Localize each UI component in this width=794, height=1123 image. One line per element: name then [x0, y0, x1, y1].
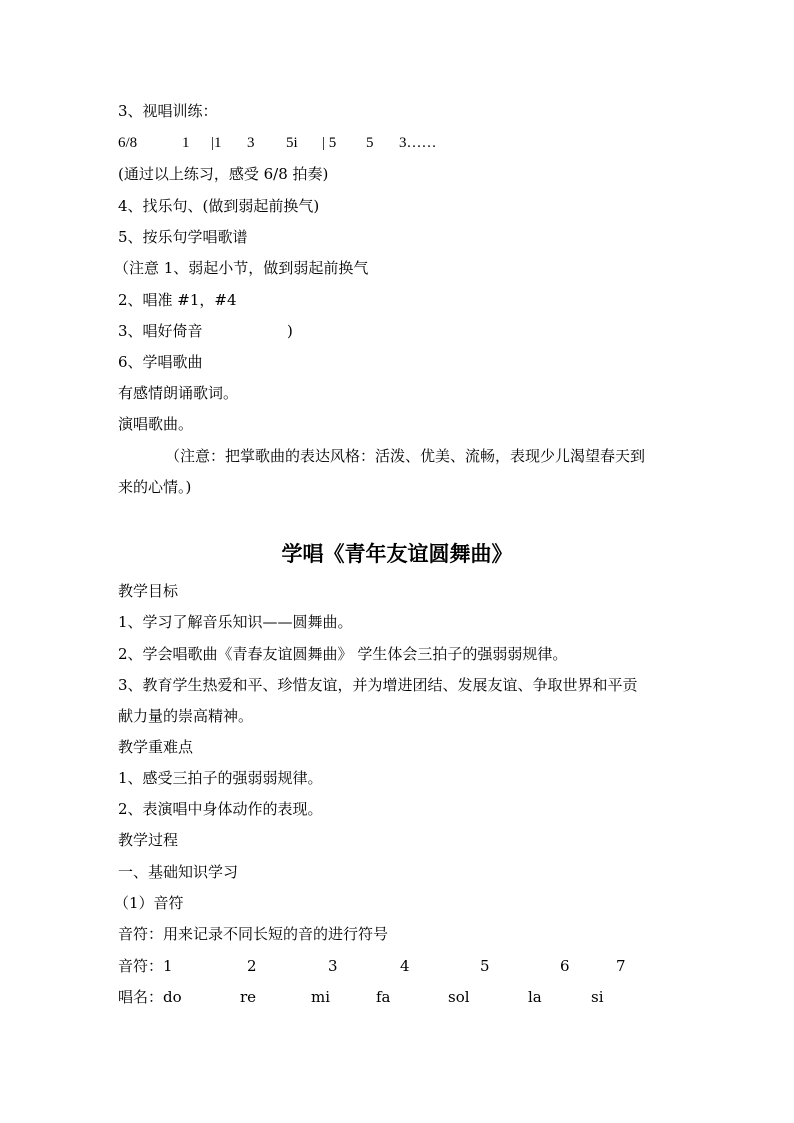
text-line: 3、视唱训练：	[118, 102, 218, 120]
closing-paren: )	[287, 322, 293, 340]
notation-row	[118, 134, 538, 152]
text-line: 3、教育学生热爱和平、珍惜友谊，并为增进团结、发展友谊、争取世界和平贡	[118, 676, 638, 694]
lesson-title: 学唱《青年友谊圆舞曲》	[281, 541, 513, 566]
text-line: 教学过程	[118, 831, 179, 849]
solfege-row	[118, 988, 678, 1006]
notation-cell: 5i	[286, 135, 298, 151]
text-line: （注意：把掌歌曲的表达风格：活泼、优美、流畅，表现少儿渴望春天到	[165, 447, 646, 465]
notation-cell: 3……	[399, 135, 437, 151]
text-line: 教学重难点	[118, 738, 194, 756]
text-line: 来的心情。)	[118, 478, 192, 496]
solfege-cell: la	[528, 988, 542, 1006]
text-line: (通过以上练习，感受 6/8 拍奏)	[118, 165, 329, 183]
note-cell: 6	[560, 957, 570, 975]
solfege-cell: mi	[311, 988, 331, 1006]
text-line: 5、按乐句学唱歌谱	[118, 228, 248, 246]
text-line: 1、学习了解音乐知识——圆舞曲。	[118, 613, 353, 631]
text-line: 有感情朗诵歌词。	[118, 384, 239, 402]
solfege-cell: re	[240, 988, 257, 1006]
notation-cell: 5	[366, 135, 374, 151]
solfege-cell: si	[591, 988, 604, 1006]
note-cell: 7	[616, 957, 626, 975]
text-line: 献力量的崇高精神。	[118, 707, 254, 725]
text-line: 1、感受三拍子的强弱弱规律。	[118, 769, 323, 787]
notation-cell: 1	[182, 135, 190, 151]
note-cell: 2	[247, 957, 257, 975]
text-line: （注意 1、弱起小节，做到弱起前换气	[114, 259, 369, 277]
notation-cell: |1	[211, 135, 222, 151]
text-line: 教学目标	[118, 582, 179, 600]
text-line: （1）音符	[114, 894, 184, 912]
text-line: 4、找乐句、(做到弱起前换气)	[118, 197, 320, 215]
note-cell: 4	[400, 957, 410, 975]
notation-cell: 3	[247, 135, 255, 151]
text-line: 2、学会唱歌曲《青春友谊圆舞曲》 学生体会三拍子的强弱弱规律。	[118, 645, 568, 663]
notation-cell: 6/8	[118, 135, 138, 151]
notation-cell: | 5	[322, 135, 337, 151]
notes-row	[118, 957, 678, 975]
text-line: 2、表演唱中身体动作的表现。	[118, 800, 323, 818]
text-line: 一、基础知识学习	[118, 863, 239, 881]
solfege-cell: 唱名：do	[118, 988, 182, 1006]
text-line: 演唱歌曲。	[118, 415, 194, 433]
note-cell: 音符：1	[118, 957, 173, 975]
solfege-cell: fa	[376, 988, 391, 1006]
text-line: 音符：用来记录不同长短的音的进行符号	[118, 925, 389, 943]
note-cell: 5	[480, 957, 490, 975]
note-cell: 3	[328, 957, 338, 975]
solfege-cell: sol	[448, 988, 470, 1006]
text-line: 2、唱准 #1，#4	[118, 291, 237, 309]
text-line: 3、唱好倚音	[118, 322, 203, 340]
text-line: 6、学唱歌曲	[118, 353, 203, 371]
